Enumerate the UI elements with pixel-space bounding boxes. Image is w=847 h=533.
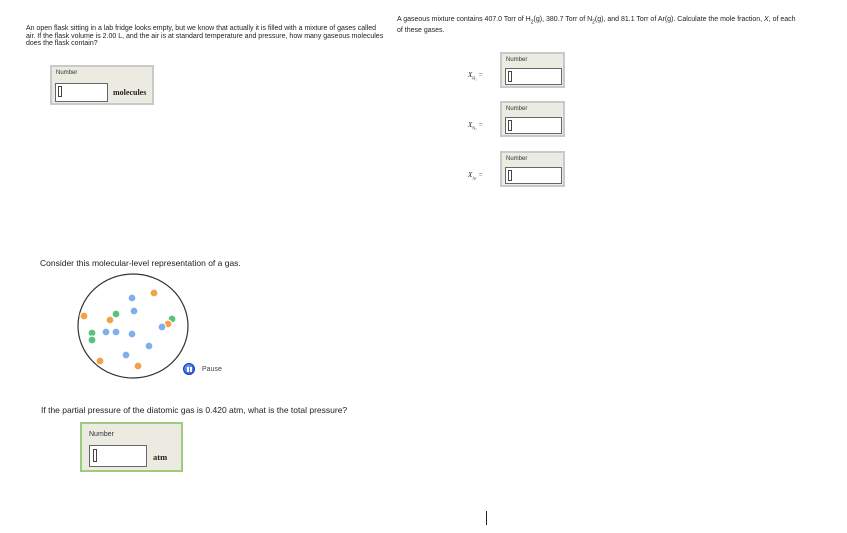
- mf-h2-sub: H₂: [472, 75, 477, 81]
- mf-ar-number-label: Number: [506, 156, 528, 162]
- q1-number-label: Number: [56, 70, 78, 76]
- q2-text-b: (g), 380.7 Torr of N: [533, 16, 593, 23]
- mole-fraction-ar-input[interactable]: [505, 167, 562, 184]
- q2-text-x: X: [764, 16, 769, 23]
- monatomic-blue-atom: [158, 323, 166, 331]
- mf-ar-symbol: X: [468, 171, 473, 179]
- mole-fraction-h2-input[interactable]: [505, 68, 562, 85]
- monatomic-blue-atom: [122, 351, 130, 359]
- question-3-text: Consider this molecular-level representation of a gas.: [40, 258, 241, 268]
- mf-h2-symbol: X: [468, 71, 473, 79]
- q1-unit-label: molecules: [113, 88, 147, 97]
- monatomic-orange-atom: [96, 357, 104, 365]
- q2-text-sub-n: 2: [592, 19, 595, 26]
- mf-n2-number-label: Number: [506, 106, 528, 112]
- pause-label: Pause: [202, 365, 222, 373]
- mf-n2-sub: N₂: [472, 125, 477, 131]
- monatomic-blue-atom: [130, 307, 138, 315]
- mf-h2-eq: =: [478, 71, 484, 79]
- mf-n2-symbol: X: [468, 121, 473, 129]
- q4-number-input[interactable]: [89, 445, 147, 467]
- mf-n2-eq: =: [478, 121, 484, 129]
- mole-fraction-n2-label: [468, 121, 483, 130]
- q4-answer-box: [80, 422, 183, 472]
- mole-fraction-n2-input[interactable]: [505, 117, 562, 134]
- mole-fraction-h2-label: [468, 71, 483, 80]
- mole-fraction-h2-box: [500, 52, 565, 88]
- pause-button[interactable]: [183, 363, 222, 375]
- q2-text-c: (g), and 81.1 Torr of Ar(g). Calculate the mole fraction,: [594, 16, 765, 23]
- gas-molecules-svg: [76, 272, 190, 380]
- pause-icon: [183, 363, 195, 375]
- q1-answer-box: [50, 65, 154, 105]
- diatomic-green-c-atom: [88, 336, 96, 344]
- monatomic-blue-atom: [128, 294, 136, 302]
- diatomic-green-a-atom: [112, 310, 120, 318]
- gas-representation: [76, 272, 190, 380]
- q4-number-label: Number: [89, 431, 114, 438]
- text-cursor: [486, 511, 487, 525]
- monatomic-orange-atom: [134, 362, 142, 370]
- monatomic-orange-atom: [80, 312, 88, 320]
- mf-ar-eq: =: [478, 171, 483, 179]
- monatomic-blue-atom: [145, 342, 153, 350]
- mole-fraction-n2-box: [500, 101, 565, 137]
- monatomic-blue-atom: [112, 328, 120, 336]
- monatomic-orange-atom: [150, 289, 158, 297]
- monatomic-blue-atom: [128, 330, 136, 338]
- mole-fraction-ar-box: [500, 151, 565, 187]
- q4-unit-label: atm: [153, 452, 168, 462]
- mole-fraction-ar-label: [468, 171, 483, 180]
- question-2-text: [397, 16, 797, 34]
- question-4-text: If the partial pressure of the diatomic gas is 0.420 atm, what is the total pressure?: [41, 405, 348, 415]
- question-1-text: An open flask sitting in a lab fridge looks empty, but we know that actually it is filled with a mixture of gases called air. If the flask volume is 2.00 L, and the air is at standard temperature and pressure, how many gaseous molecules does the flask contain?: [26, 25, 384, 47]
- q2-text-d: , of each of these gases.: [397, 16, 796, 34]
- q2-text-a: A gaseous mixture contains 407.0 Torr of H: [397, 16, 531, 23]
- monatomic-blue-atom: [102, 328, 110, 336]
- mf-h2-number-label: Number: [506, 57, 528, 63]
- q1-number-input[interactable]: [55, 83, 108, 102]
- mf-ar-sub: Ar: [472, 175, 477, 181]
- q2-text-sub-h: 2: [530, 19, 534, 26]
